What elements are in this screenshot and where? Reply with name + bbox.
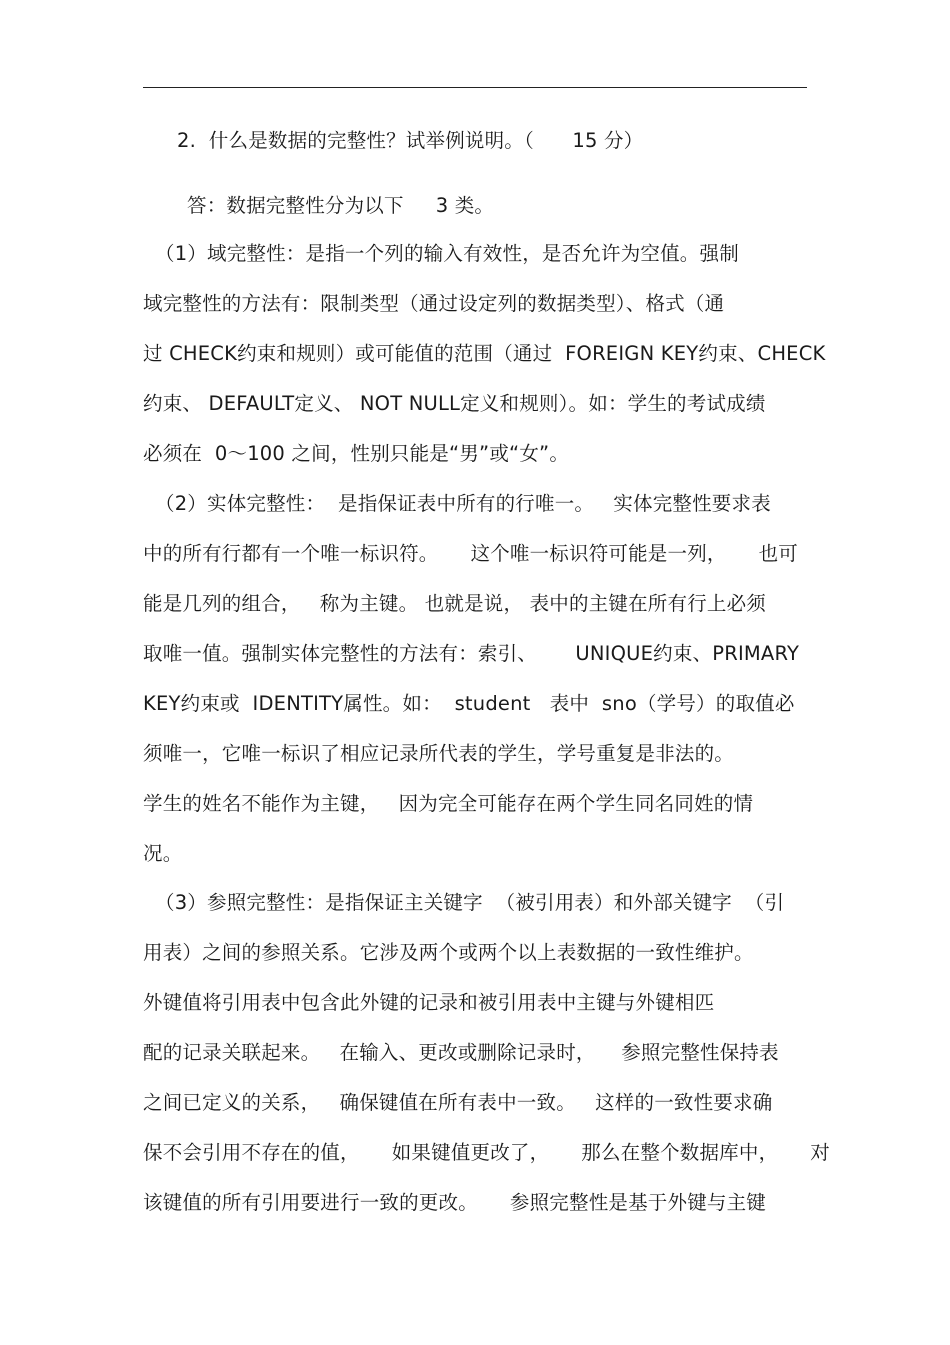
paragraph-line: 取唯一值。强制实体完整性的方法有：索引、 UNIQUE约束、PRIMARY [143,642,800,665]
paragraph-line: 必须在 0～100 之间，性别只能是“男”或“女”。 [143,442,570,465]
paragraph-line: KEY约束或 IDENTITY属性。如： student 表中 sno（学号）的取值必 [143,692,795,715]
question-line: 2. 什么是数据的完整性？试举例说明。（ 15 分） [177,129,644,152]
paragraph-line: 保不会引用不存在的值， 如果键值更改了， 那么在整个数据库中， 对 [143,1141,830,1164]
paragraph-line: 能是几列的组合， 称为主键。 也就是说， 表中的主键在所有行上必须 [143,592,766,615]
paragraph-line: 配的记录关联起来。 在输入、更改或删除记录时， 参照完整性保持表 [143,1041,779,1064]
paragraph-line: 约束、 DEFAULT定义、 NOT NULL定义和规则）。如：学生的考试成绩 [143,392,766,415]
paragraph-line: 中的所有行都有一个唯一标识符。 这个唯一标识符可能是一列， 也可 [143,542,798,565]
paragraph-line: 须唯一，它唯一标识了相应记录所代表的学生，学号重复是非法的。 [143,742,735,765]
paragraph-line: 该键值的所有引用要进行一致的更改。 参照完整性是基于外键与主键 [143,1191,766,1214]
paragraph-line: 过 CHECK约束和规则）或可能值的范围（通过 FOREIGN KEY约束、CHECK [143,342,826,365]
paragraph-line: （2）实体完整性： 是指保证表中所有的行唯一。 实体完整性要求表 [155,492,771,515]
paragraph-line: （3）参照完整性：是指保证主关键字 （被引用表）和外部关键字 （引 [155,891,785,914]
paragraph-line: 况。 [143,842,183,865]
paragraph-line: 学生的姓名不能作为主键， 因为完全可能存在两个学生同名同姓的情 [143,792,754,815]
paragraph-line: 外键值将引用表中包含此外键的记录和被引用表中主键与外键相匹 [143,991,715,1014]
answer-intro-line: 答：数据完整性分为以下 3 类。 [187,194,495,217]
paragraph-line: （1）域完整性：是指一个列的输入有效性，是否允许为空值。强制 [155,242,739,265]
paragraph-line: 用表）之间的参照关系。它涉及两个或两个以上表数据的一致性维护。 [143,941,754,964]
paragraph-line: 域完整性的方法有：限制类型（通过设定列的数据类型）、格式（通 [143,292,725,315]
header-rule [143,87,807,88]
paragraph-line: 之间已定义的关系， 确保键值在所有表中一致。 这样的一致性要求确 [143,1091,773,1114]
